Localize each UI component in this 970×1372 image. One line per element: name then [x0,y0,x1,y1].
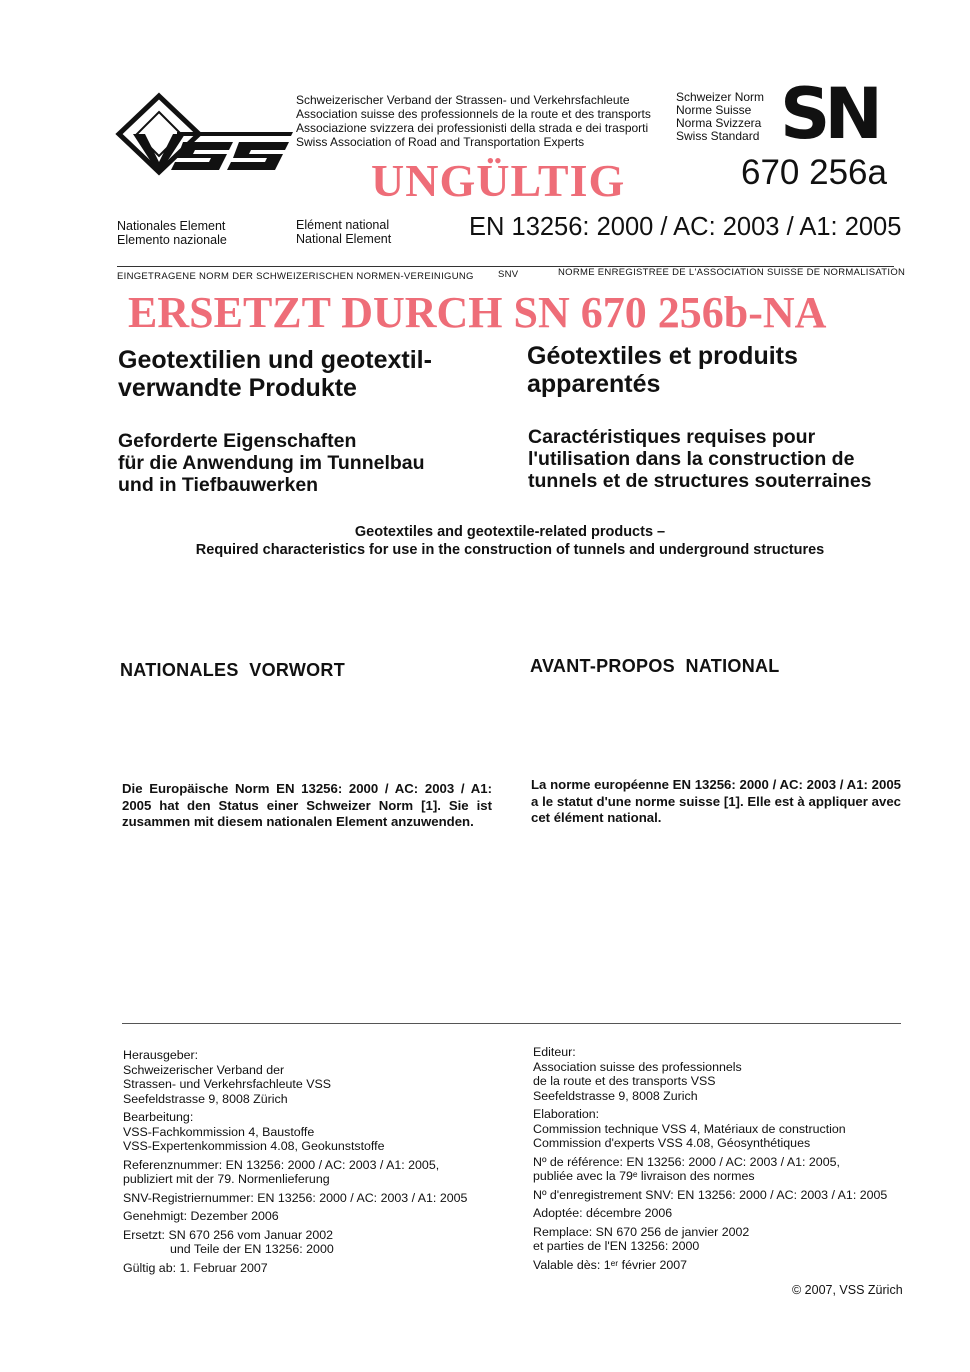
imprint-line: Elaboration: [533,1107,600,1121]
imprint-fr [533,1045,923,1276]
title-en-line: Geotextiles and geotextile-related products – [354,524,666,540]
en-reference: EN 13256: 2000 / AC: 2003 / A1: 2005 [469,213,902,241]
norm-number: 670 256a [741,153,887,192]
imprint-de [123,1048,513,1279]
imprint-line: Bearbeitung: [123,1110,194,1124]
imprint-line: und Teile der EN 13256: 2000 [170,1242,334,1256]
title-en [140,523,880,559]
norm-type-fr: Norme Suisse [676,103,752,117]
imprint-line: SNV-Registriernummer: EN 13256: 2000 / AC: 2003 / A1: 2005 [123,1190,468,1205]
national-element-en: National Element [296,232,392,246]
imprint-line: Referenznummer: EN 13256: 2000 / AC: 2003 / A1: 2005, [123,1157,440,1172]
imprint-line: Commission d'experts VSS 4.08, Géosynthétiques [533,1136,811,1150]
association-name-fr: Association suisse des professionnels de la route et des transports [296,107,651,121]
national-element-de-it [117,219,227,247]
imprint-line: publiée avec la 79ᵉ livraison des normes [533,1169,755,1183]
imprint-line: Seefeldstrasse 9, 8008 Zürich [123,1091,288,1106]
imprint-replaces-fr [533,1225,923,1254]
title-fr-line: apparentés [527,370,661,398]
norm-type [676,91,764,143]
subtitle-fr [528,426,872,492]
foreword-text-fr: La norme européenne EN 13256: 2000 / AC: 2003 / A1: 2005 a le statut d'une norme suisse [1]. Elle est à appliquer avec cet élément national. [531,777,901,825]
subtitle-de-line: Geforderte Eigenschaften [118,430,357,452]
imprint-line: VSS-Fachkommission 4, Baustoffe [123,1124,315,1139]
national-element-fr: Elément national [296,218,390,232]
imprint-line: Nº d'enregistrement SNV: EN 13256: 2000 / AC: 2003 / A1: 2005 [533,1187,888,1202]
imprint-rule [122,1023,901,1024]
norm-type-it: Norma Svizzera [676,116,762,130]
imprint-approved-fr [533,1206,923,1221]
imprint-line: Herausgeber: [123,1048,199,1062]
subtitle-fr-line: Caractéristiques requises pour [528,426,816,448]
title-fr-line: Géotextiles et produits [527,342,798,370]
association-names [296,93,651,149]
title-fr [527,342,798,398]
imprint-line: publiziert mit der 79. Normenlieferung [123,1172,330,1186]
title-de-line: Geotextilien und geotextil- [118,346,432,374]
foreword-heading-de: NATIONALES VORWORT [120,660,346,680]
imprint-line: et parties de l'EN 13256: 2000 [533,1239,700,1253]
imprint-reference-fr [533,1155,923,1184]
imprint-line: Nº de référence: EN 13256: 2000 / AC: 2003 / A1: 2005, [533,1154,840,1169]
imprint-line: Seefeldstrasse 9, 8008 Zurich [533,1088,698,1103]
national-element-it: Elemento nazionale [117,233,227,247]
imprint-line: Association suisse des professionnels [533,1059,742,1074]
imprint-line: Valable dès: 1ᵉʳ février 2007 [533,1257,688,1272]
copyright: © 2007, VSS Zürich [792,1283,903,1297]
registered-norm-fr: NORME ENREGISTREE DE L'ASSOCIATION SUISSE DE NORMALISATION [558,267,906,278]
imprint-line: Genehmigt: Dezember 2006 [123,1209,279,1223]
imprint-line: Remplace: SN 670 256 de janvier 2002 [533,1224,750,1239]
association-name-en: Swiss Association of Road and Transportation Experts [296,135,585,149]
imprint-line: Ersetzt: SN 670 256 vom Januar 2002 [123,1227,334,1242]
subtitle-fr-line: l'utilisation dans la construction de [528,448,855,470]
title-en-line: Required characteristics for use in the construction of tunnels and underground structures [195,542,825,558]
imprint-line: Adoptée: décembre 2006 [533,1206,673,1220]
subtitle-de-line: für die Anwendung im Tunnelbau [118,452,425,474]
vss-logo [115,92,293,176]
title-de-line: verwandte Produkte [118,374,357,402]
norm-type-en: Swiss Standard [676,129,760,143]
imprint-line: Schweizerischer Verband der [123,1062,285,1077]
stamp-invalid: UNGÜLTIG [371,155,626,206]
imprint-line: Commission technique VSS 4, Matériaux de construction [533,1121,846,1136]
national-element-de: Nationales Element [117,219,226,233]
imprint-replaces-de [123,1228,513,1257]
imprint-reference-de [123,1158,513,1187]
subtitle-de-line: und in Tiefbauwerken [118,474,319,496]
imprint-valid-fr [533,1258,923,1273]
imprint-registration-de [123,1191,513,1206]
subtitle-fr-line: tunnels et de structures souterraines [528,470,872,492]
imprint-line: Editeur: [533,1045,576,1059]
imprint-editing-fr [533,1107,923,1151]
foreword-text-de: Die Europäische Norm EN 13256: 2000 / AC: 2003 / A1: 2005 hat den Status einer Schweizer Norm [1]. Sie ist zusammen mit diesem nationalen Element anzuwenden. [122,781,492,829]
stamp-replaced: ERSETZT DURCH SN 670 256b-NA [128,288,827,337]
foreword-heading-fr: AVANT-PROPOS NATIONAL [530,656,780,676]
imprint-line: Gültig ab: 1. Februar 2007 [123,1260,268,1275]
registered-norm-de: EINGETRAGENE NORM DER SCHWEIZERISCHEN NORMEN-VEREINIGUNG [117,271,474,282]
imprint-line: de la route et des transports VSS [533,1074,716,1088]
sn-logo: SN [780,73,877,155]
imprint-editing-de [123,1110,513,1154]
registered-norm-snv: SNV [498,269,519,280]
association-name-de: Schweizerischer Verband der Strassen- und Verkehrsfachleute [296,93,630,107]
imprint-valid-de [123,1261,513,1276]
imprint-line: VSS-Expertenkommission 4.08, Geokunststoffe [123,1139,385,1153]
national-element-fr-en [296,218,391,246]
imprint-publisher-de [123,1048,513,1106]
subtitle-de [118,430,425,496]
title-de [118,346,432,402]
imprint-registration-fr [533,1188,923,1203]
norm-type-de: Schweizer Norm [676,90,765,104]
imprint-approved-de [123,1209,513,1224]
imprint-publisher-fr [533,1045,923,1103]
association-name-it: Associazione svizzera dei professionisti della strada e dei trasporti [296,121,649,135]
imprint-line: Strassen- und Verkehrsfachleute VSS [123,1077,332,1091]
